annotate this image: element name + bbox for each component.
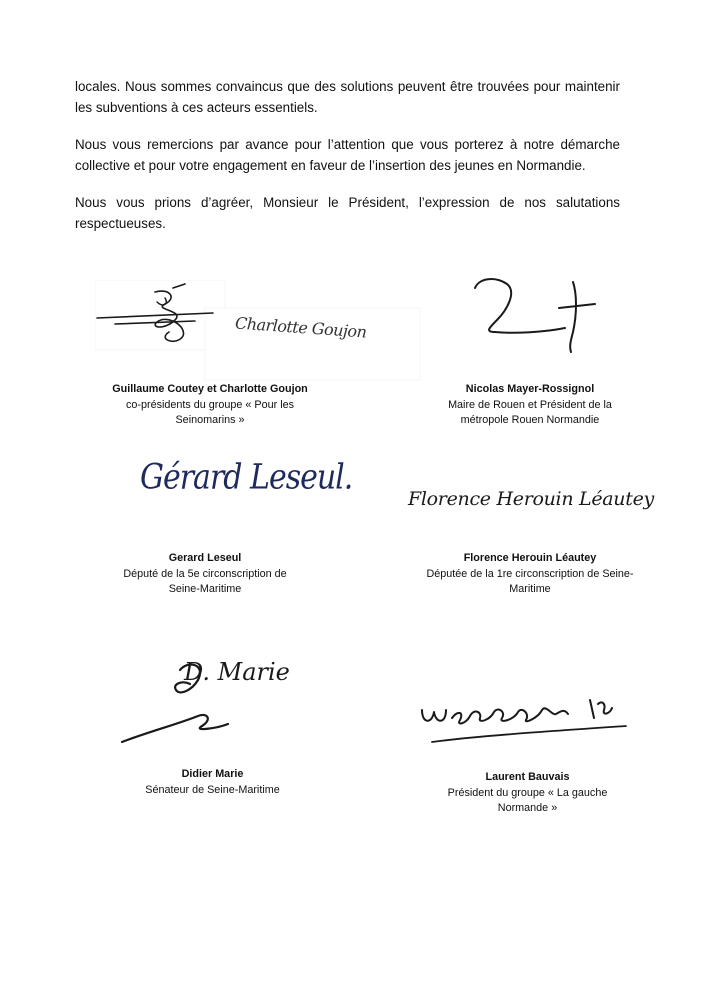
signatory-caption-didier-marie <box>115 767 310 798</box>
signatory-caption-mayer-rossignol <box>430 382 630 429</box>
letter-paragraph-closing-context: locales. Nous sommes convaincus que des solutions peuvent être trouvées pour maintenir les subventions à ces acteurs essentiels. <box>75 79 620 115</box>
signatory-role: co-présidents du groupe « Pour les Seinomarins » <box>125 398 295 426</box>
signatory-role: Députée de la 1re circonscription de Seine-Maritime <box>426 567 634 595</box>
letter-paragraph-thanks: Nous vous remercions par avance pour l’attention que vous porterez à notre démarche collective et pour votre engagement en faveur de l’insertion des jeunes en Normandie. <box>75 137 620 173</box>
signatory-role: Sénateur de Seine-Maritime <box>145 783 280 796</box>
signatory-role: Président du groupe « La gauche Normande » <box>447 786 608 814</box>
signatory-name: Guillaume Coutey et Charlotte Goujon <box>112 383 308 395</box>
signatory-name: Nicolas Mayer-Rossignol <box>465 383 595 395</box>
signature-coutey-goujon <box>95 280 425 385</box>
signatory-role: Député de la 5e circonscription de Seine-Maritime <box>123 567 287 595</box>
signature-bauvais <box>418 690 628 750</box>
signature-didier-marie <box>118 650 290 750</box>
signatory-name: Didier Marie <box>181 768 244 780</box>
signature-text-didier-marie: D. Marie <box>184 658 290 686</box>
signatory-name: Florence Herouin Léautey <box>463 552 597 564</box>
signature-text-goujon: Charlotte Goujon <box>234 313 368 342</box>
letter-paragraph-salutation: Nous vous prions d’agréer, Monsieur le Président, l’expression de nos salutations respectueuses. <box>75 195 620 231</box>
signature-text-herouin-leautey: Florence Herouin Léautey <box>408 488 654 510</box>
signatory-caption-coutey-goujon <box>95 382 325 429</box>
signatory-name: Laurent Bauvais <box>485 771 570 783</box>
signature-mayer-rossignol <box>455 270 615 355</box>
signatory-caption-herouin-leautey <box>425 551 635 598</box>
signatory-role: Maire de Rouen et Président de la métropole Rouen Normandie <box>448 398 612 426</box>
signatory-caption-leseul <box>110 551 300 598</box>
signatory-caption-bauvais <box>425 770 630 817</box>
signature-leseul <box>140 457 353 498</box>
signatory-name: Gerard Leseul <box>168 552 242 564</box>
signature-text-leseul: Gérard Leseul. <box>140 457 353 498</box>
signature-herouin-leautey <box>408 488 654 510</box>
